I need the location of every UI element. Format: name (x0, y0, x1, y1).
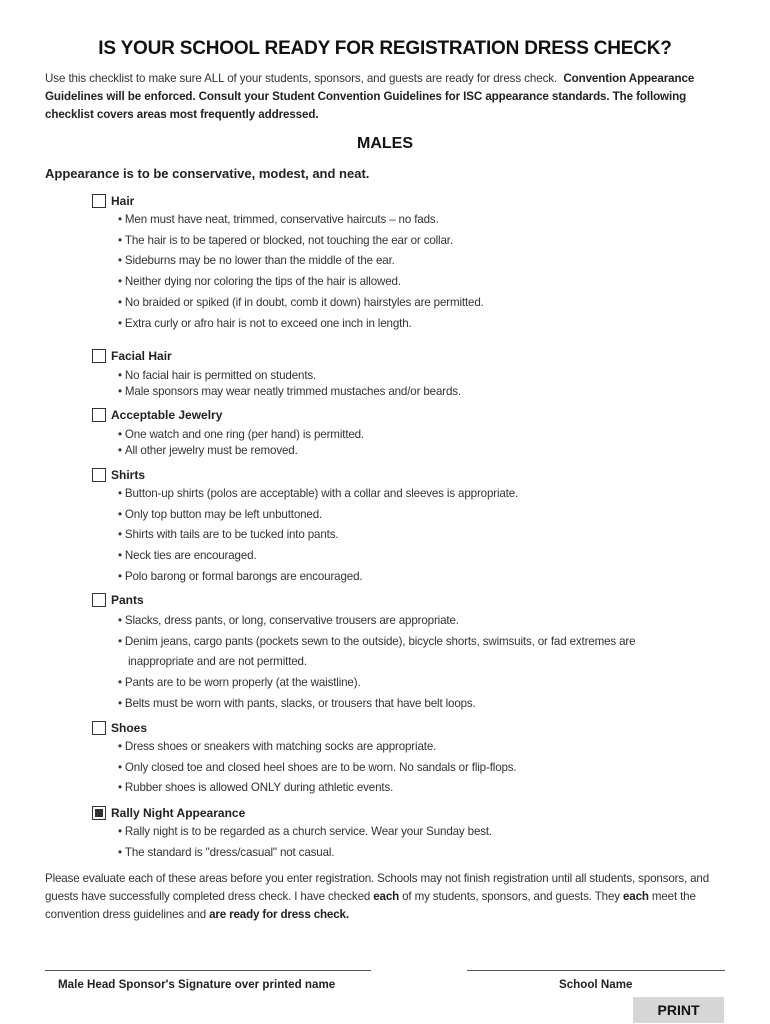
list-item: • No facial hair is permitted on students. (118, 369, 317, 382)
closing-paragraph: Please evaluate each of these areas before you enter registration. Schools may not finish registration until all students, sponsors, and guests have successfully completed dress check. I have checked each of my students, sponsors, and guests. They each meet the convention dress guidelines and are ready for dress check. (45, 872, 710, 921)
list-item: • Extra curly or afro hair is not to exceed one inch in length. (118, 316, 412, 330)
list-item: • Men must have neat, trimmed, conservative haircuts – no fads. (118, 213, 439, 226)
category-hair-header[interactable] (92, 192, 732, 210)
facial-hair-checkbox[interactable] (92, 349, 106, 363)
rally-night-items (118, 822, 732, 863)
list-item: • Rally night is to be regarded as a church service. Wear your Sunday best. (118, 825, 493, 838)
category-shirts (92, 466, 732, 591)
pants-checkbox[interactable] (92, 593, 106, 607)
list-item: • Neck ties are encouraged. (118, 549, 257, 563)
category-pants-header[interactable] (92, 591, 732, 609)
intro-bold: Convention Appearance Guidelines will be enforced. Consult your Student Convention Guidelines for ISC appearance standards. The following checklist covers areas most frequently addressed. (45, 72, 695, 121)
list-item: • Slacks, dress pants, or long, conservative trousers are appropriate. (118, 614, 459, 627)
category-label: Acceptable Jewelry (111, 408, 223, 422)
category-pants (92, 591, 732, 719)
sponsor-signature-label: Male Head Sponsor's Signature over printed name (58, 978, 336, 991)
list-item: • Polo barong or formal barongs are encouraged. (118, 569, 363, 583)
category-label: Pants (111, 593, 144, 607)
rally-night-checkbox[interactable] (92, 806, 106, 820)
jewelry-checkbox[interactable] (92, 408, 106, 422)
category-shoes-header[interactable] (92, 719, 732, 737)
category-jewelry (92, 406, 732, 466)
shirts-items (118, 484, 732, 588)
pants-items (118, 611, 732, 715)
appearance-lead: Appearance is to be conservative, modest, and neat. (45, 166, 370, 181)
list-item: • Shirts with tails are to be tucked into pants. (118, 528, 339, 542)
category-jewelry-header[interactable] (92, 406, 732, 424)
category-shoes (92, 719, 732, 804)
category-label: Shirts (111, 468, 146, 482)
school-name-line[interactable] (467, 970, 725, 971)
list-item: • Pants are to be worn properly (at the waistline). (118, 676, 361, 690)
list-item: • One watch and one ring (per hand) is permitted. (118, 428, 365, 441)
list-item: • Button-up shirts (polos are acceptable) with a collar and sleeves is appropriate. (118, 487, 519, 500)
list-item: • Rubber shoes is allowed ONLY during athletic events. (118, 781, 394, 795)
list-item: • Dress shoes or sneakers with matching socks are appropriate. (118, 740, 437, 753)
shirts-checkbox[interactable] (92, 468, 106, 482)
list-item: • The standard is "dress/casual" not casual. (118, 845, 335, 859)
category-label: Facial Hair (111, 349, 172, 363)
list-item: inappropriate and are not permitted. (128, 655, 307, 669)
hair-items (118, 210, 732, 334)
shoes-checkbox[interactable] (92, 721, 106, 735)
print-button[interactable]: PRINT (633, 997, 724, 1023)
category-facial-hair-header[interactable] (92, 347, 732, 365)
category-label: Shoes (111, 721, 148, 735)
category-rally-night (92, 804, 732, 866)
list-item: • Male sponsors may wear neatly trimmed mustaches and/or beards. (118, 385, 462, 398)
school-name-label: School Name (559, 978, 633, 991)
intro-plain: Use this checklist to make sure ALL of your students, sponsors, and guests are ready for dress check. (45, 72, 558, 85)
facial-hair-items (118, 368, 732, 400)
shoes-items (118, 737, 732, 799)
category-label: Rally Night Appearance (111, 806, 246, 820)
category-hair (92, 192, 732, 347)
sponsor-signature-line[interactable] (45, 970, 371, 971)
list-item: • No braided or spiked (if in doubt, comb it down) hairstyles are permitted. (118, 295, 484, 309)
category-shirts-header[interactable] (92, 466, 732, 484)
category-facial-hair (92, 347, 732, 406)
page-title: IS YOUR SCHOOL READY FOR REGISTRATION DRESS CHECK? (98, 38, 672, 59)
jewelry-items (118, 427, 732, 459)
list-item: • Sideburns may be no lower than the middle of the ear. (118, 254, 395, 268)
section-heading-males: MALES (357, 135, 413, 152)
checklist (92, 192, 732, 866)
list-item: • Only top button may be left unbuttoned. (118, 507, 323, 521)
category-rally-night-header[interactable] (92, 804, 732, 822)
category-label: Hair (111, 194, 135, 208)
hair-checkbox[interactable] (92, 194, 106, 208)
list-item: • Denim jeans, cargo pants (pockets sewn to the outside), bicycle shorts, swimsuits, or fad extremes are (118, 634, 636, 648)
list-item: • Only closed toe and closed heel shoes are to be worn. No sandals or flip-flops. (118, 760, 517, 774)
intro-paragraph (45, 70, 725, 124)
list-item: • Neither dying nor coloring the tips of the hair is allowed. (118, 275, 401, 289)
list-item: • The hair is to be tapered or blocked, not touching the ear or collar. (118, 233, 453, 247)
list-item: • All other jewelry must be removed. (118, 444, 298, 457)
list-item: • Belts must be worn with pants, slacks, or trousers that have belt loops. (118, 696, 476, 710)
